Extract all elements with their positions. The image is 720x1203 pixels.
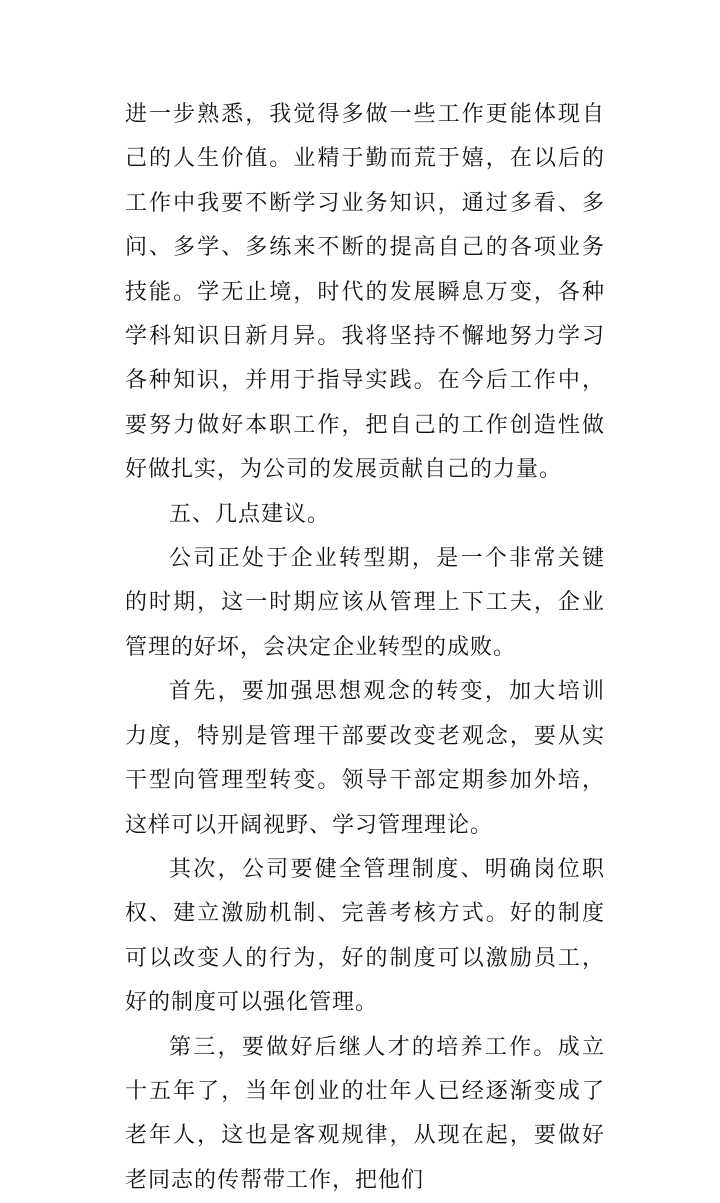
section-heading-suggestions: 五、几点建议。: [169, 501, 331, 527]
paragraph-transition-period: 公司正处于企业转型期，是一个非常关键的时期，这一时期应该从管理上下工夫，企业管理的好坏，会决定企业转型的成败。: [125, 546, 605, 660]
paragraph-third-point: 第三，要做好后继人才的培养工作。成立十五年了，当年创业的壮年人已经逐渐变成了老年人，这也是客观规律，从现在起，要做好老同志的传帮带工作，把他们: [125, 1034, 605, 1193]
paragraph-intro: 进一步熟悉，我觉得多做一些工作更能体现自己的人生价值。业精于勤而荒于嬉，在以后的工作中我要不断学习业务知识，通过多看、多问、多学、多练来不断的提高自己的各项业务技能。学无止境，时代的发展瞬息万变，各种学科知识日新月异。我将坚持不懈地努力学习各种知识，并用于指导实践。在今后工作中，要努力做好本职工作，把自己的工作创造性做好做扎实，为公司的发展贡献自己的力量。: [125, 102, 605, 483]
document-page: [125, 93, 605, 1203]
paragraph-second-point: 其次，公司要健全管理制度、明确岗位职权、建立激励机制、完善考核方式。好的制度可以改变人的行为，好的制度可以激励员工，好的制度可以强化管理。: [125, 856, 605, 1016]
paragraph-first-point: 首先，要加强思想观念的转变，加大培训力度，特别是管理干部要改变老观念，要从实干型向管理型转变。领导干部定期参加外培，这样可以开阔视野、学习管理理论。: [125, 679, 605, 838]
